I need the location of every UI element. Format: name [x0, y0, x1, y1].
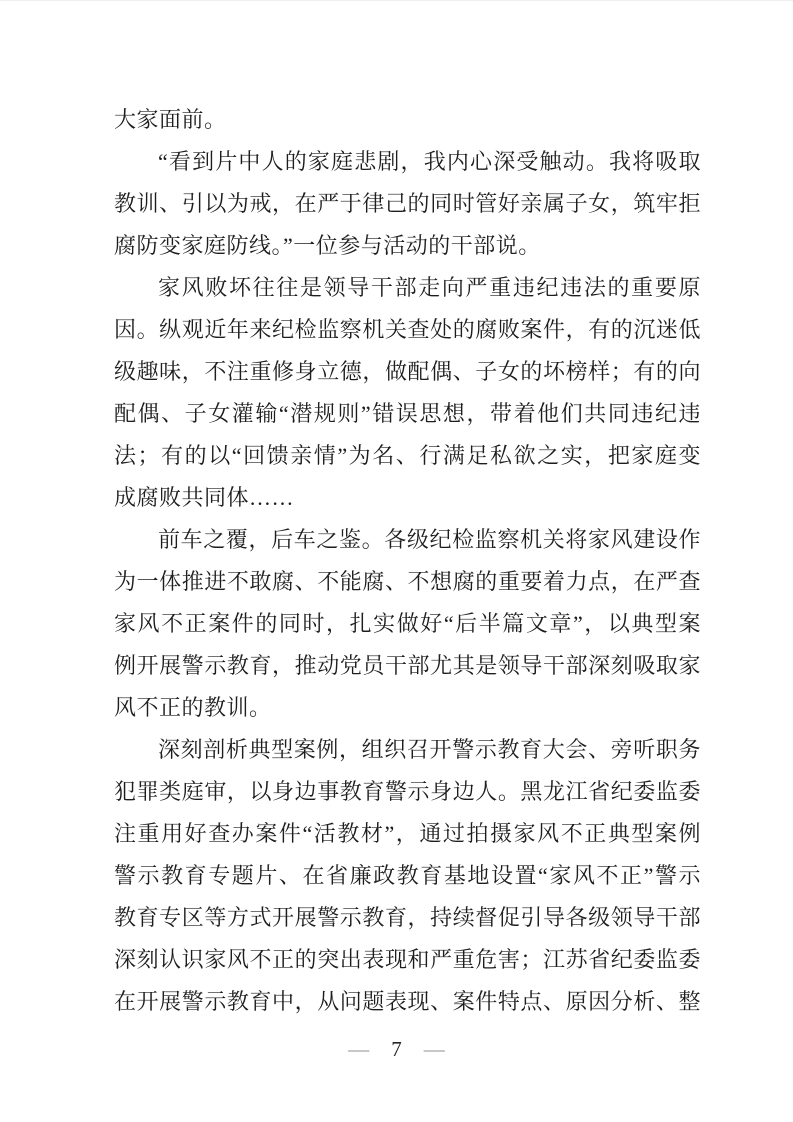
text-line: 配偶、子女灌输“潜规则”错误思想，带着他们共同违纪违 — [114, 401, 701, 426]
text-line: 风不正的教训。 — [114, 695, 272, 720]
footer-dash-right: — — [423, 1037, 445, 1061]
text-line: 家风败坏往往是领导干部走向严重违纪违法的重要原 — [158, 275, 701, 300]
text-line: 深刻剖析典型案例，组织召开警示教育大会、旁听职务 — [158, 737, 701, 762]
text-line: 级趣味，不注重修身立德，做配偶、子女的坏榜样；有的向 — [114, 359, 701, 384]
text-line: 警示教育专题片、在省廉政教育基地设置“家风不正”警示 — [114, 863, 701, 888]
page-footer — [0, 1034, 793, 1064]
text-line: 成腐败共同体…… — [114, 485, 295, 510]
text-line: 前车之覆，后车之鉴。各级纪检监察机关将家风建设作 — [158, 527, 701, 552]
text-line: 教训、引以为戒，在严于律己的同时管好亲属子女，筑牢拒 — [114, 191, 701, 216]
footer-dash-left: — — [348, 1037, 370, 1061]
text-line: 大家面前。 — [114, 107, 227, 132]
text-line: “看到片中人的家庭悲剧，我内心深受触动。我将吸取 — [158, 149, 701, 174]
text-line: 家风不正案件的同时，扎实做好“后半篇文章”，以典型案 — [114, 611, 701, 636]
text-line: 在开展警示教育中，从问题表现、案件特点、原因分析、整 — [114, 989, 701, 1014]
text-line: 为一体推进不敢腐、不能腐、不想腐的重要着力点，在严查 — [114, 569, 701, 594]
text-line: 注重用好查办案件“活教材”，通过拍摄家风不正典型案例 — [114, 821, 701, 846]
document-body — [114, 99, 701, 1023]
text-line: 因。纵观近年来纪检监察机关查处的腐败案件，有的沉迷低 — [114, 317, 701, 342]
text-line: 深刻认识家风不正的突出表现和严重危害；江苏省纪委监委 — [114, 947, 701, 972]
text-line: 教育专区等方式开展警示教育，持续督促引导各级领导干部 — [114, 905, 701, 930]
page-number: 7 — [391, 1037, 402, 1061]
text-line: 腐防变家庭防线。”一位参与活动的干部说。 — [114, 233, 541, 258]
text-line: 法；有的以“回馈亲情”为名、行满足私欲之实，把家庭变 — [114, 443, 701, 468]
text-line: 例开展警示教育，推动党员干部尤其是领导干部深刻吸取家 — [114, 653, 701, 678]
text-line: 犯罪类庭审，以身边事教育警示身边人。黑龙江省纪委监委 — [114, 779, 701, 804]
